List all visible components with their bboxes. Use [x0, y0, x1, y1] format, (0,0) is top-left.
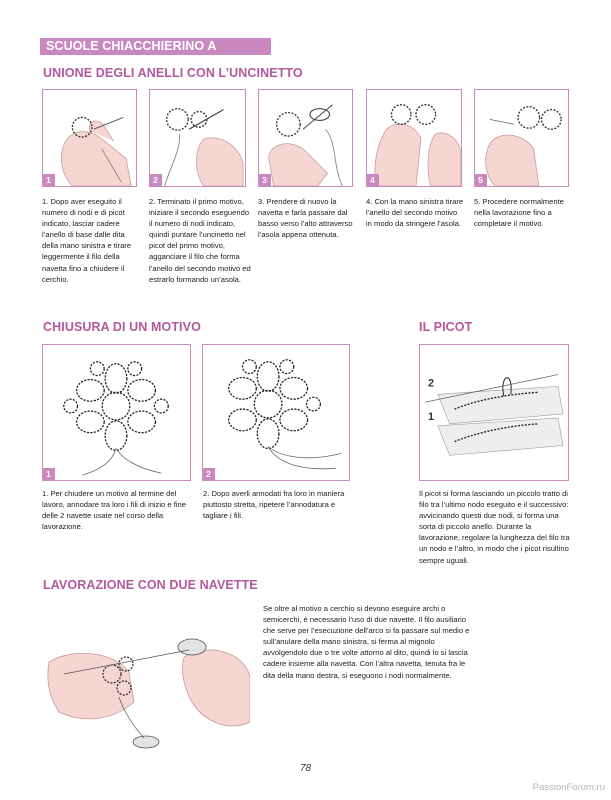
picot-diagram-icon: [420, 345, 568, 480]
step-number-badge: 4: [366, 174, 379, 187]
chiusura-title: CHIUSURA DI UN MOTIVO: [43, 320, 201, 334]
step-number-badge: 5: [474, 174, 487, 187]
picot-illustration: [419, 344, 569, 481]
unione-step-4-illustration: [366, 89, 462, 187]
step-number-badge: 1: [42, 174, 55, 187]
chiusura-step-1-illustration: [42, 344, 191, 481]
picot-label-2: 2: [427, 377, 435, 390]
hand-motif-icon: [475, 90, 568, 186]
watermark: PassionForum.ru: [532, 782, 605, 793]
unione-step-1-caption: 1. Dopo aver eseguito il numero di nodi e di picot indicato, lasciar cadere l’anello di base dalle dita della mano sinistra e tirare leggermente il filo della navetta fino a chiudere il cerchio.: [42, 197, 132, 284]
unione-step-2-illustration: [149, 89, 246, 187]
unione-step-4-caption: 4. Con la mano sinistra tirare l’anello del secondo motivo in modo da stringere l’asola.: [366, 197, 464, 229]
section-header: SCUOLE CHIACCHIERINO A NAVETTA: [40, 38, 271, 55]
unione-step-5-caption: 5. Procedere normalmente nella lavorazione fino a completare il motivo.: [474, 197, 564, 229]
step-number-badge: 1: [42, 468, 55, 481]
step-number-badge: 2: [202, 468, 215, 481]
picot-title: IL PICOT: [419, 320, 473, 334]
due-navette-illustration: [44, 602, 250, 750]
unione-step-5-illustration: [474, 89, 569, 187]
due-navette-title: LAVORAZIONE CON DUE NAVETTE: [43, 578, 258, 592]
step-number-badge: 2: [149, 174, 162, 187]
hands-shuttle-icon: [44, 602, 250, 750]
unione-step-2-caption: 2. Terminato il primo motivo, iniziare il secondo eseguendo il numero di nodi indicato, quindi puntare l’uncinetto nel picot del primo motivo, agganciare il filo che forma l’anello del secondo motivo ed estrarlo formando un’asola.: [149, 197, 251, 284]
unione-step-1-illustration: [42, 89, 137, 187]
tatting-motif-icon: [43, 345, 190, 480]
unione-title: UNIONE DEGLI ANELLI CON L’UNCINETTO: [43, 66, 303, 80]
chiusura-step-1-caption: 1. Per chiudere un motivo al termine del lavoro, annodare tra loro i fili di inizio e fine delle 2 navette usate nel corso della lavorazione.: [42, 489, 186, 532]
hand-hook-icon: [43, 90, 136, 186]
step-number-badge: 3: [258, 174, 271, 187]
picot-caption: Il picot si forma lasciando un piccolo tratto di filo tra l’ultimo nodo eseguito e il successivo: avvicinando questi due nodi, si forma una sorta di piccolo anello. Durante la lavorazione, regolare la lunghezza del filo tra un nodo e l’altro, in modo che i picot risultino sempre uguali.: [419, 489, 570, 565]
hand-loop-icon: [367, 90, 461, 186]
shuttle-loop-icon: [259, 90, 352, 186]
due-navette-caption: Se oltre al motivo a cerchio si devono eseguire archi o semicerchi, è necessario l’uso di due navette. Il filo ausiliario che serve per l’esecuzione dell’arco si fa passare sul medio e sull’anulare della mano sinistra, si ferma al mignolo avvolgendolo due o tre volte attorno al dito, quindi lo si lascia cadere insieme alla navetta. Con l’altra navetta, tenuta fra le dita della mano destra, si eseguono i nodi normalmente.: [263, 604, 470, 680]
chiusura-step-2-illustration: [202, 344, 350, 481]
picot-label-1: 1: [427, 410, 435, 423]
chiusura-step-2-caption: 2. Dopo averli annodati fra loro in maniera piuttosto stretta, ripetere l’annodatura e tagliare i fili.: [203, 489, 345, 521]
unione-step-3-caption: 3. Prendere di nuovo la navetta e farla passare dal basso verso l’alto attraverso l’asola appena ottenuta.: [258, 197, 353, 240]
page-number: 78: [299, 763, 312, 774]
hand-hook-icon: [150, 90, 245, 186]
unione-step-3-illustration: [258, 89, 353, 187]
tatting-motif-icon: [203, 345, 349, 480]
